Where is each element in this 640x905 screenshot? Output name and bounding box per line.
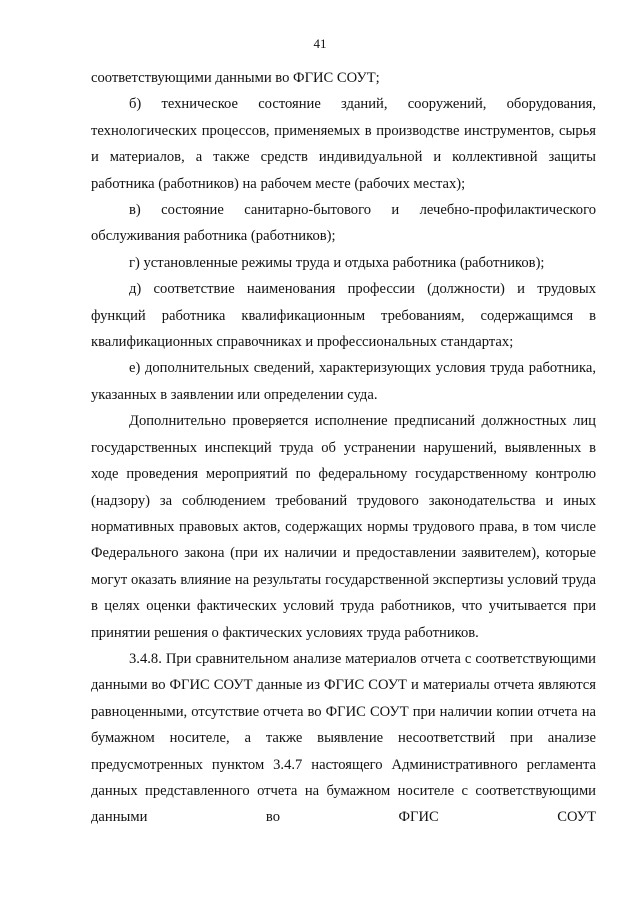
page-number: 41 bbox=[313, 36, 327, 51]
paragraph-continuation: соответствующими данными во ФГИС СОУТ; bbox=[91, 70, 380, 86]
paragraph-item-b: б) техническое состояние зданий, сооружений, оборудования, технологических процессов, применяемых в производстве инструментов, сырья и материалов, а также средств индивидуальной и коллективной защиты работника (работников) на рабочем месте (рабочих местах); bbox=[91, 96, 596, 192]
paragraph-section-3-4-8: 3.4.8. При сравнительном анализе материалов отчета с соответствующими данными во ФГИС СОУТ данные из ФГИС СОУТ и материалы отчета являются равноценными, отсутствие отчета во ФГИС СОУТ при наличии копии отчета на бумажном носителе, а также выявление несоответствий при анализе предусмотренных пунктом 3.4.7 настоящего Административного регламента данных представленного отчета на бумажном носителе с соответствующими данными во ФГИС СОУТ bbox=[91, 650, 596, 826]
paragraph-item-g: г) установленные режимы труда и отдыха работника (работников); bbox=[129, 254, 545, 271]
paragraph-item-d: д) соответствие наименования профессии (должности) и трудовых функций работника квалификационным требованиям, содержащимся в квалификационных справочниках и профессиональных стандартах; bbox=[91, 281, 596, 351]
paragraph-item-e: е) дополнительных сведений, характеризующих условия труда работника, указанных в заявлении или определении суда. bbox=[91, 360, 596, 403]
document-body bbox=[91, 65, 596, 831]
paragraph-item-v: в) состояние санитарно-бытового и лечебно-профилактического обслуживания работника (работников); bbox=[91, 202, 596, 245]
paragraph-additional-check: Дополнительно проверяется исполнение предписаний должностных лиц государственных инспекций труда об устранении нарушений, выявленных в ходе проведения мероприятий по федеральному государственному контролю (надзору) за соблюдением требований трудового законодательства и иных нормативных правовых актов, содержащих нормы трудового права, в том числе Федерального закона (при их наличии и предоставлении заявителем), которые могут оказать влияние на результаты государственной экспертизы условий труда в целях оценки фактических условий труда работников, что учитывается при принятии решения о фактических условиях труда работников. bbox=[91, 413, 596, 641]
